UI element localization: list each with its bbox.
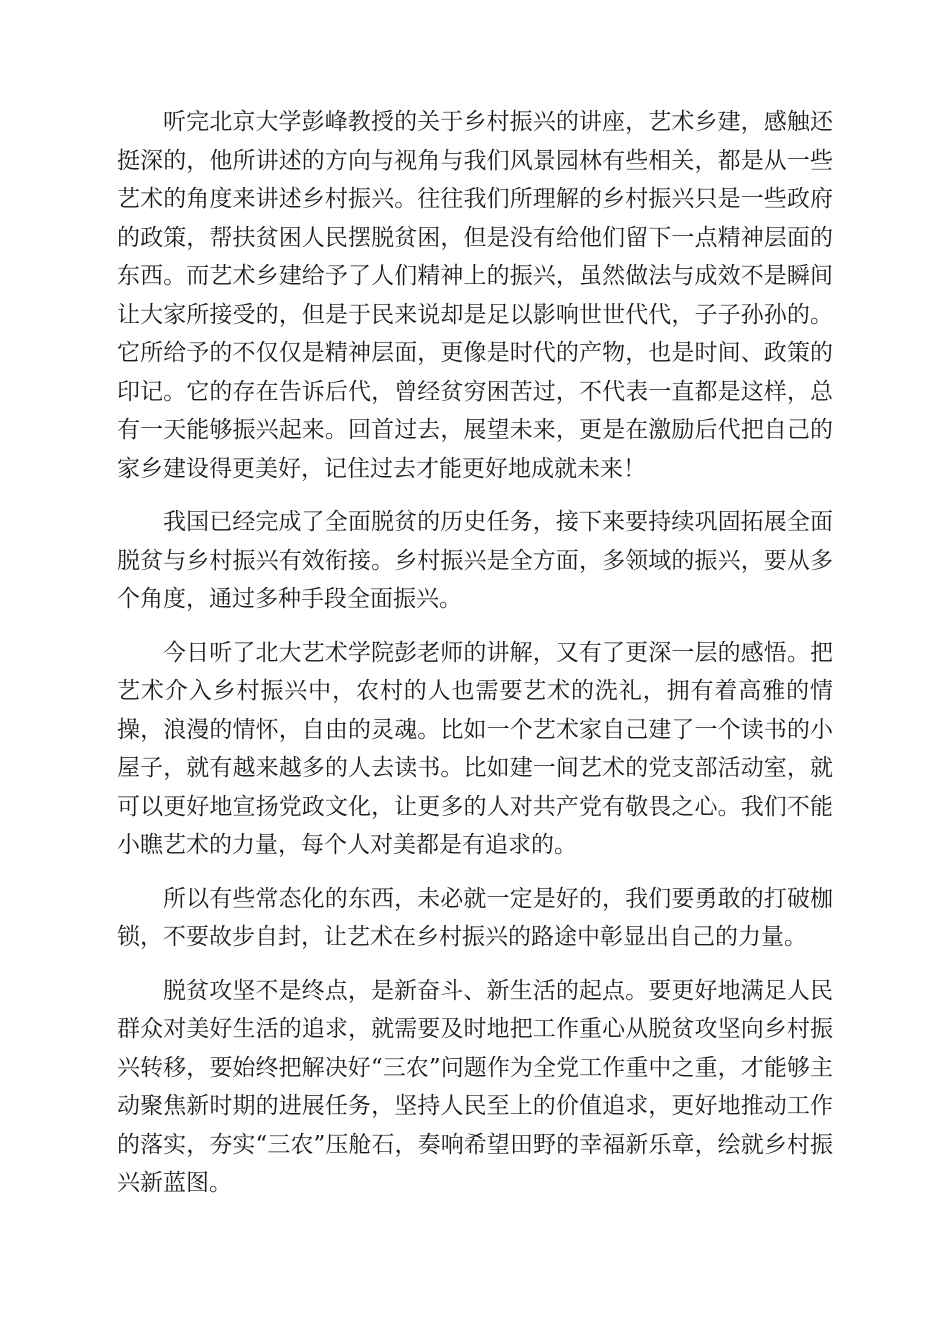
paragraph-2: 我国已经完成了全面脱贫的历史任务，接下来要持续巩固拓展全面脱贫与乡村振兴有效衔接。乡村振兴是全方面，多领域的振兴，要从多个角度，通过多种手段全面振兴。	[117, 509, 833, 612]
paragraph-4: 所以有些常态化的东西，未必就一定是好的，我们要勇敢的打破枷锁，不要故步自封，让艺术在乡村振兴的路途中彰显出自己的力量。	[117, 885, 833, 950]
paragraph-5: 脱贫攻坚不是终点，是新奋斗、新生活的起点。要更好地满足人民群众对美好生活的追求，就需要及时地把工作重心从脱贫攻坚向乡村振兴转移，要始终把解决好“三农”问题作为全党工作重中之重，才能够主动聚焦新时期的进展任务，坚持人民至上的价值追求，更好地推动工作的落实，夯实“三农”压舱石，奏响希望田野的幸福新乐章，绘就乡村振兴新蓝图。	[117, 977, 833, 1196]
paragraph-3: 今日听了北大艺术学院彭老师的讲解，又有了更深一层的感悟。把艺术介入乡村振兴中，农村的人也需要艺术的洗礼，拥有着高雅的情操，浪漫的情怀，自由的灵魂。比如一个艺术家自己建了一个读书的小屋子，就有越来越多的人去读书。比如建一间艺术的党支部活动室，就可以更好地宣扬党政文化，让更多的人对共产党有敬畏之心。我们不能小瞧艺术的力量，每个人对美都是有追求的。	[117, 639, 833, 858]
document-page	[117, 103, 833, 1218]
paragraph-1: 听完北京大学彭峰教授的关于乡村振兴的讲座，艺术乡建，感触还挺深的，他所讲述的方向与视角与我们风景园林有些相关，都是从一些艺术的角度来讲述乡村振兴。往往我们所理解的乡村振兴只是一些政府的政策，帮扶贫困人民摆脱贫困，但是没有给他们留下一点精神层面的东西。而艺术乡建给予了人们精神上的振兴，虽然做法与成效不是瞬间让大家所接受的，但是于民来说却是足以影响世世代代，子子孙孙的。它所给予的不仅仅是精神层面，更像是时代的产物，也是时间、政策的印记。它的存在告诉后代，曾经贫穷困苦过，不代表一直都是这样，总有一天能够振兴起来。回首过去，展望未来，更是在激励后代把自己的家乡建设得更美好，记住过去才能更好地成就未来！	[117, 109, 833, 482]
